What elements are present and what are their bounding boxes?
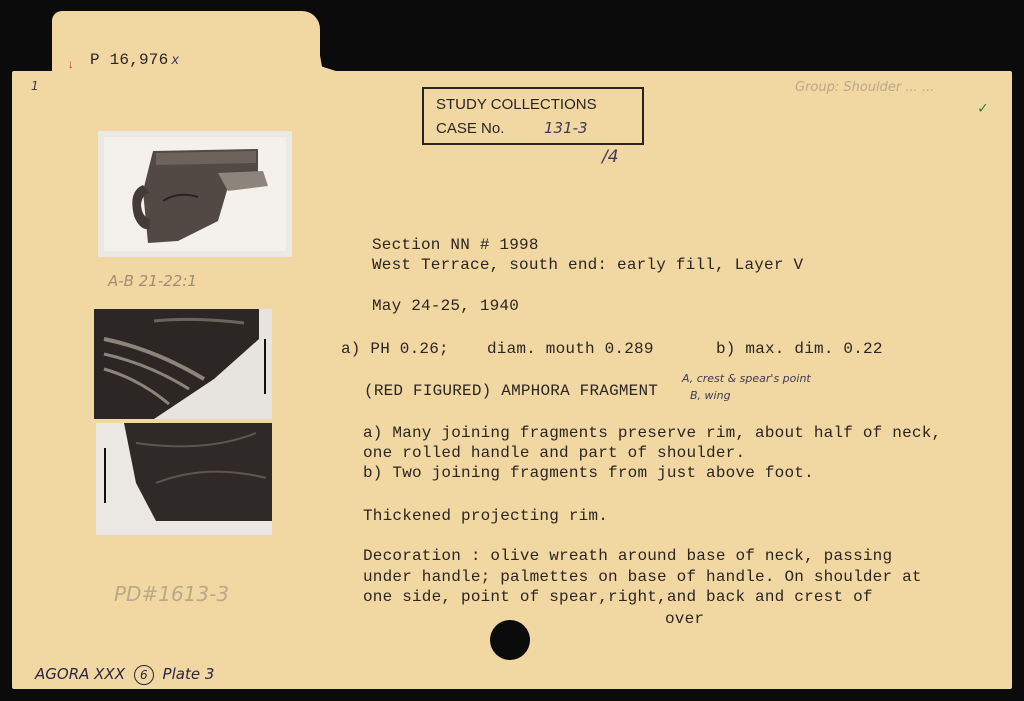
stamp-title: STUDY COLLECTIONS (436, 96, 597, 113)
left-margin-mark: 1 (31, 79, 39, 93)
dimension-diam: diam. mouth 0.289 (487, 340, 654, 358)
catalog-number: P 16,976 x (90, 51, 180, 69)
photo-caption: A-B 21-22:1 (108, 272, 197, 290)
pd-number: PD#1613-3 (114, 582, 230, 606)
object-note-a: A, crest & spear's point (682, 372, 811, 385)
stamp-case-extra: /4 (602, 147, 619, 167)
section-line: Section NN # 1998 (372, 236, 539, 254)
check-icon: ✓ (978, 100, 988, 118)
dimension-a: a) PH 0.26; (341, 340, 449, 358)
photo-rim-fragment (98, 131, 292, 257)
foot-fragment-image (96, 423, 272, 535)
decoration-line-2: under handle; palmettes on base of handle. On shoulder at (363, 568, 922, 586)
rim-fragment-image (98, 131, 292, 257)
stamp-case-label: CASE No. (436, 120, 505, 137)
wing-fragment-image (94, 309, 272, 419)
faint-pencil-note: Group: Shoulder ... ... (795, 80, 935, 95)
object-note-b: B, wing (690, 389, 731, 402)
over-text: over (665, 610, 705, 628)
decoration-line-1: Decoration : olive wreath around base of neck, passing (363, 547, 893, 565)
location-line: West Terrace, south end: early fill, Layer V (372, 256, 804, 274)
description-line-2: one rolled handle and part of shoulder. (363, 444, 746, 462)
rim-line: Thickened projecting rim. (363, 507, 609, 525)
description-line-1: a) Many joining fragments preserve rim, about half of neck, (363, 424, 942, 442)
red-arrow-icon: ↓ (67, 58, 75, 72)
object-type: (RED FIGURED) AMPHORA FRAGMENT (364, 382, 659, 400)
date-line: May 24-25, 1940 (372, 297, 520, 315)
dimension-b: b) max. dim. 0.22 (716, 340, 883, 358)
stamp-case-value: 131-3 (544, 119, 588, 137)
punch-hole (490, 620, 530, 660)
agora-plate-reference: AGORA XXX 6 Plate 3 (35, 665, 215, 683)
description-line-3: b) Two joining fragments from just above foot. (363, 464, 814, 482)
photo-wing-fragment (94, 309, 272, 419)
photo-foot-fragment (96, 423, 272, 535)
decoration-line-3: one side, point of spear,right,and back and crest of (363, 588, 873, 606)
study-collections-stamp (422, 87, 644, 145)
